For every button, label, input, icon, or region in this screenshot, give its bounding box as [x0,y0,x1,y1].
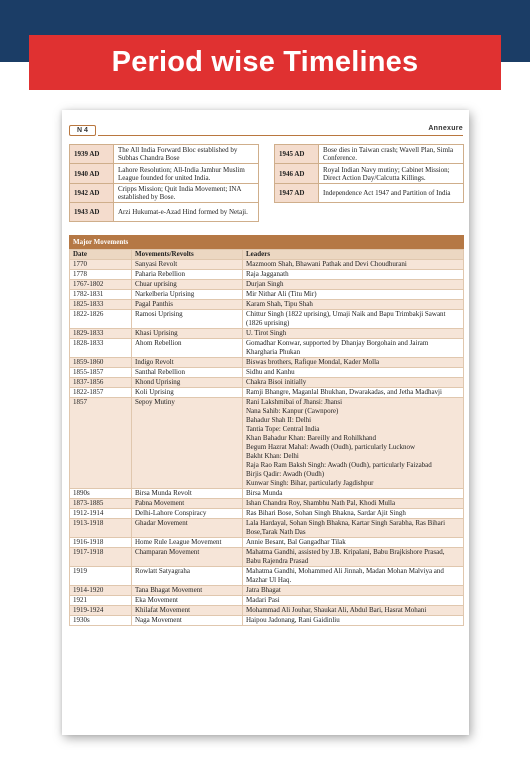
movement-name: Paharia Rebellion [132,270,243,280]
movement-date: 1921 [70,596,132,606]
table-row [70,290,464,300]
movement-date: 1857 [70,398,132,489]
event-year: 1946 AD [275,164,319,184]
movement-date: 1855-1857 [70,368,132,378]
movement-leaders [243,519,464,538]
movement-date: 1825-1833 [70,300,132,310]
movement-leaders [243,616,464,626]
table-row [70,567,464,586]
section-heading: Major Movements [69,235,464,249]
table-row [70,509,464,519]
event-text: The All India Forward Bloc established by Subhas Chandra Bose [114,145,259,164]
leader-line: Gomadhar Konwar, supported by Dhanjay Borgohain and Jairam Khargharia Phukan [246,339,429,356]
page-number: N 4 [69,125,96,136]
movement-leaders [243,260,464,270]
leader-line: Karam Shah, Tipu Shah [246,300,313,308]
movement-leaders [243,310,464,329]
leader-line: Ishan Chandra Roy, Shambhu Nath Pal, Khodi Mulla [246,499,396,507]
leader-line: Begum Hazrat Mahal: Awadh (Oudh), particularly Lucknow [246,443,416,451]
movement-name: Khond Uprising [132,378,243,388]
leader-line: Sidhu and Kanhu [246,368,295,376]
leader-line: Jatra Bhagat [246,586,281,594]
movement-name: Naga Movement [132,616,243,626]
movement-name: Rowlatt Satyagraha [132,567,243,586]
movement-leaders [243,270,464,280]
movement-leaders [243,358,464,368]
event-year: 1945 AD [275,145,319,164]
leader-line: Ras Bihari Bose, Sohan Singh Bhakna, Sardar Ajit Singh [246,509,406,517]
movement-leaders [243,548,464,567]
table-row [70,339,464,358]
leader-line: Annie Besant, Bal Gangadhar Tilak [246,538,346,546]
event-year: 1942 AD [70,184,114,203]
movement-date: 1919-1924 [70,606,132,616]
leader-line: Lala Hardayal, Sohan Singh Bhakna, Kartar Singh Sarabha, Ras Bihari Bose,Tarak Nath Das [246,519,446,536]
leader-line: Nana Sahib: Kanpur (Cawnpore) [246,407,339,415]
movement-date: 1930s [70,616,132,626]
movement-date: 1822-1857 [70,388,132,398]
movement-leaders [243,596,464,606]
movement-leaders [243,567,464,586]
movement-date: 1770 [70,260,132,270]
leader-line: Mahatma Gandhi, assisted by J.B. Kripalani, Babu Brajkishore Prasad, Babu Rajendra Prasad [246,548,445,565]
movement-leaders [243,280,464,290]
table-row [70,260,464,270]
event-row [275,145,464,164]
event-year: 1947 AD [275,184,319,203]
table-header-row [70,250,464,260]
movement-name: Khilafat Movement [132,606,243,616]
movement-leaders [243,378,464,388]
movement-date: 1822-1826 [70,310,132,329]
table-row [70,300,464,310]
table-row [70,329,464,339]
movement-name: Pabna Movement [132,499,243,509]
leader-line: U. Tirot Singh [246,329,287,337]
leader-line: Mahatma Gandhi, Mohammed Ali Jinnah, Madan Mohan Malviya and Mazhar Ul Haq. [246,567,444,584]
movement-leaders [243,290,464,300]
event-text: Independence Act 1947 and Partition of India [319,184,464,203]
leader-line: Biswas brothers, Rafique Mondal, Kader Molla [246,358,380,366]
movement-leaders [243,368,464,378]
table-row [70,310,464,329]
movement-date: 1767-1802 [70,280,132,290]
movement-leaders [243,388,464,398]
column-header-leaders: Leaders [243,250,464,260]
table-row [70,270,464,280]
movement-leaders [243,586,464,596]
movement-leaders [243,329,464,339]
movement-name: Narkelberia Uprising [132,290,243,300]
table-row [70,398,464,489]
table-row [70,388,464,398]
movement-name: Ahom Rebellion [132,339,243,358]
movement-name: Sepoy Mutiny [132,398,243,489]
leader-line: Chittur Singh (1822 uprising), Umaji Naik and Bapu Trimbakji Sawant (1826 uprising) [246,310,446,327]
event-row [70,145,259,164]
movement-leaders [243,538,464,548]
event-text: Lahore Resolution; All-India Jamhur Muslim League founded for united India. [114,164,259,184]
movement-leaders [243,499,464,509]
movement-name: Indigo Revolt [132,358,243,368]
event-row [275,164,464,184]
event-year: 1939 AD [70,145,114,164]
leader-line: Haipou Jadonang, Rani Gaidinliu [246,616,340,624]
section-label: Annexure [428,125,463,132]
movement-name: Santhal Rebellion [132,368,243,378]
leader-line: Mohammad Ali Jouhar, Shaukat Ali, Abdul Bari, Hasrat Mohani [246,606,427,614]
table-row [70,489,464,499]
table-row [70,586,464,596]
leader-line: Raja Jagganath [246,270,289,278]
movement-name: Champaran Movement [132,548,243,567]
movement-name: Pagal Panthis [132,300,243,310]
movement-date: 1890s [70,489,132,499]
table-row [70,358,464,368]
leader-line: Kunwar Singh: Bihar, particularly Jagdishpur [246,479,374,487]
movement-date: 1912-1914 [70,509,132,519]
movement-date: 1828-1833 [70,339,132,358]
events-table-right [274,144,464,203]
event-year: 1940 AD [70,164,114,184]
leader-line: Chakra Bisoi initially [246,378,307,386]
movement-name: Chuar uprising [132,280,243,290]
table-row [70,548,464,567]
movement-name: Sanyasi Revolt [132,260,243,270]
leader-line: Tantia Tope: Central India [246,425,320,433]
movement-date: 1919 [70,567,132,586]
movement-leaders [243,509,464,519]
movement-leaders [243,398,464,489]
event-row [275,184,464,203]
movement-date: 1829-1833 [70,329,132,339]
leader-line: Birjis Qadir: Awadh (Oudh) [246,470,325,478]
leader-line: Khan Bahadur Khan: Bareilly and Rohilkhand [246,434,377,442]
table-row [70,499,464,509]
leader-line: Raja Rao Ram Baksh Singh: Awadh (Oudh), particularly Faizabad [246,461,432,469]
column-header-date: Date [70,250,132,260]
movement-name: Birsa Munda Revolt [132,489,243,499]
leader-line: Birsa Munda [246,489,283,497]
movement-name: Ghadar Movement [132,519,243,538]
event-text: Royal Indian Navy mutiny; Cabinet Mission; Direct Action Day/Calcutta Killings. [319,164,464,184]
movement-date: 1914-1920 [70,586,132,596]
movement-leaders [243,489,464,499]
leader-line: Mazmoom Shah, Bhawani Pathak and Devi Choudhurani [246,260,407,268]
table-row [70,538,464,548]
movement-name: Delhi-Lahore Conspiracy [132,509,243,519]
movement-date: 1782-1831 [70,290,132,300]
leader-line: Ramji Bhangre, Maganlal Bhukhan, Dwarakadas, and Jetha Madhavji [246,388,442,396]
movement-name: Ramosi Uprising [132,310,243,329]
leader-line: Mir Nithar Ali (Titu Mir) [246,290,317,298]
table-row [70,606,464,616]
movement-date: 1917-1918 [70,548,132,567]
movement-name: Eka Movement [132,596,243,606]
event-row [70,164,259,184]
leader-line: Madari Pasi [246,596,280,604]
events-table-left [69,144,259,222]
movement-leaders [243,300,464,310]
document-page [62,110,469,735]
page-title: Period wise Timelines [111,46,419,78]
leader-line: Bahadur Shah II: Delhi [246,416,312,424]
page-title-banner [29,35,501,90]
event-year: 1943 AD [70,203,114,222]
movement-date: 1778 [70,270,132,280]
movement-name: Home Rule League Movement [132,538,243,548]
event-text: Cripps Mission; Quit India Movement; INA established by Bose. [114,184,259,203]
column-header-movement: Movements/Revolts [132,250,243,260]
table-row [70,378,464,388]
event-text: Arzi Hukumat-e-Azad Hind formed by Netaji. [114,203,259,222]
movement-leaders [243,606,464,616]
leader-line: Rani Lakshmibai of Jhansi: Jhansi [246,398,343,406]
movement-date: 1873-1885 [70,499,132,509]
movement-name: Koli Uprising [132,388,243,398]
movement-name: Tana Bhagat Movement [132,586,243,596]
table-row [70,280,464,290]
movements-table [69,249,464,626]
leader-line: Bakht Khan: Delhi [246,452,299,460]
table-row [70,519,464,538]
movement-leaders [243,339,464,358]
header-rule [98,135,463,136]
table-row [70,368,464,378]
movement-date: 1916-1918 [70,538,132,548]
movement-date: 1837-1856 [70,378,132,388]
movement-name: Khasi Uprising [132,329,243,339]
event-text: Bose dies in Taiwan crash; Wavell Plan, Simla Conference. [319,145,464,164]
leader-line: Durjan Singh [246,280,284,288]
event-row [70,203,259,222]
table-row [70,616,464,626]
movement-date: 1859-1860 [70,358,132,368]
movement-date: 1913-1918 [70,519,132,538]
table-row [70,596,464,606]
event-row [70,184,259,203]
major-movements-section [69,235,464,626]
